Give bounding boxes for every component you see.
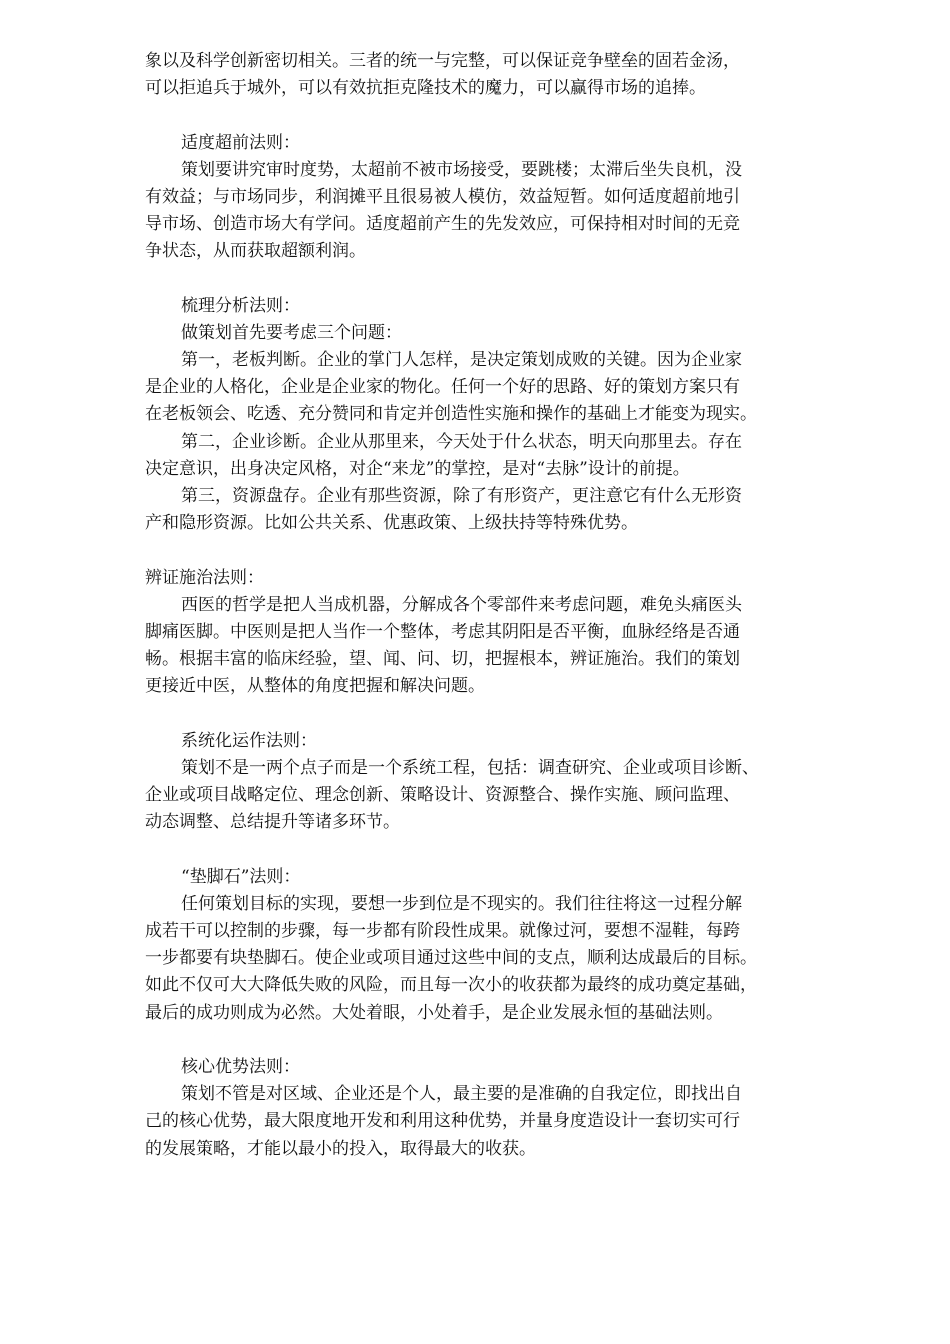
section-heading-dianjiaoshi: “垫脚石”法则：	[181, 866, 301, 887]
paragraph-line: 导市场、创造市场大有学问。适度超前产生的先发效应，可保持相对时间的无竞	[145, 214, 740, 235]
paragraph-line: 如此不仅可大大降低失败的风险，而且每一次小的收获都为最终的成功奠定基础，	[145, 975, 757, 996]
document-page	[145, 48, 825, 1163]
paragraph-line: 一步都要有块垫脚石。使企业或项目通过这些中间的支点，顺利达成最后的目标。	[145, 948, 757, 969]
paragraph-line: 第一，老板判断。企业的掌门人怎样，是决定策划成败的关键。因为企业家	[181, 350, 742, 371]
paragraph-line: 脚痛医脚。中医则是把人当作一个整体，考虑其阴阳是否平衡，血脉经络是否通	[145, 621, 740, 642]
paragraph-line: 象以及科学创新密切相关。三者的统一与完整，可以保证竞争壁垒的固若金汤，	[145, 51, 740, 71]
paragraph-line: 第二，企业诊断。企业从那里来，今天处于什么状态，明天向那里去。存在	[181, 431, 742, 452]
section-heading-bianzheng-shizhi: 辨证施治法则：	[145, 567, 264, 588]
paragraph-line: 更接近中医，从整体的角度把握和解决问题。	[145, 676, 485, 697]
paragraph-line: 第三，资源盘存。企业有那些资源，除了有形资产，更注意它有什么无形资	[181, 486, 742, 506]
paragraph-line: 企业或项目战略定位、理念创新、策略设计、资源整合、操作实施、顾问监理、	[145, 785, 740, 806]
section-heading-shidu-chaoqian: 适度超前法则：	[181, 132, 300, 153]
paragraph-line: 在老板领会、吃透、充分赞同和肯定并创造性实施和操作的基础上才能变为现实。	[145, 404, 757, 425]
paragraph-line: 策划不管是对区域、企业还是个人，最主要的是准确的自我定位，即找出自	[181, 1084, 742, 1105]
paragraph-line: 决定意识，出身决定风格，对企“来龙”的掌控，是对“去脉”设计的前提。	[145, 458, 690, 479]
paragraph-line: 策划不是一两个点子而是一个系统工程，包括：调查研究、企业或项目诊断、	[181, 757, 759, 778]
paragraph-line: 的发展策略，才能以最小的投入，取得最大的收获。	[145, 1138, 536, 1159]
paragraph-line: 争状态，从而获取超额利润。	[145, 241, 366, 262]
paragraph-line: 是企业的人格化，企业是企业家的物化。任何一个好的思路、好的策划方案只有	[145, 377, 740, 398]
paragraph-line: 可以拒追兵于城外，可以有效抗拒克隆技术的魔力，可以赢得市场的追捧。	[145, 78, 706, 99]
paragraph-line: 畅。根据丰富的临床经验，望、闻、问、切，把握根本，辨证施治。我们的策划	[145, 649, 740, 670]
paragraph-line: 成若干可以控制的步骤，每一步都有阶段性成果。就像过河，要想不湿鞋，每跨	[145, 921, 740, 941]
paragraph-line: 产和隐形资源。比如公共关系、优惠政策、上级扶持等特殊优势。	[145, 513, 638, 534]
section-heading-hexin-youshi: 核心优势法则：	[181, 1056, 300, 1077]
paragraph-line: 做策划首先要考虑三个问题：	[181, 322, 402, 343]
paragraph-line: 最后的成功则成为必然。大处着眼，小处着手，是企业发展永恒的基础法则。	[145, 1002, 723, 1023]
paragraph-line: 动态调整、总结提升等诸多环节。	[145, 812, 400, 833]
paragraph-line: 己的核心优势，最大限度地开发和利用这种优势，并量身度造设计一套切实可行	[145, 1111, 740, 1132]
paragraph-line: 任何策划目标的实现，要想一步到位是不现实的。我们往往将这一过程分解	[181, 893, 742, 914]
section-heading-shuli-fenxi: 梳理分析法则：	[181, 295, 300, 316]
paragraph-line: 策划要讲究审时度势，太超前不被市场接受，要跳楼；太滞后坐失良机，没	[181, 159, 742, 180]
paragraph-line: 西医的哲学是把人当成机器，分解成各个零部件来考虑问题，难免头痛医头	[181, 594, 742, 615]
section-heading-xitonghua-yunzuo: 系统化运作法则：	[181, 730, 317, 751]
paragraph-line: 有效益；与市场同步，利润摊平且很易被人模仿，效益短暂。如何适度超前地引	[145, 186, 740, 207]
